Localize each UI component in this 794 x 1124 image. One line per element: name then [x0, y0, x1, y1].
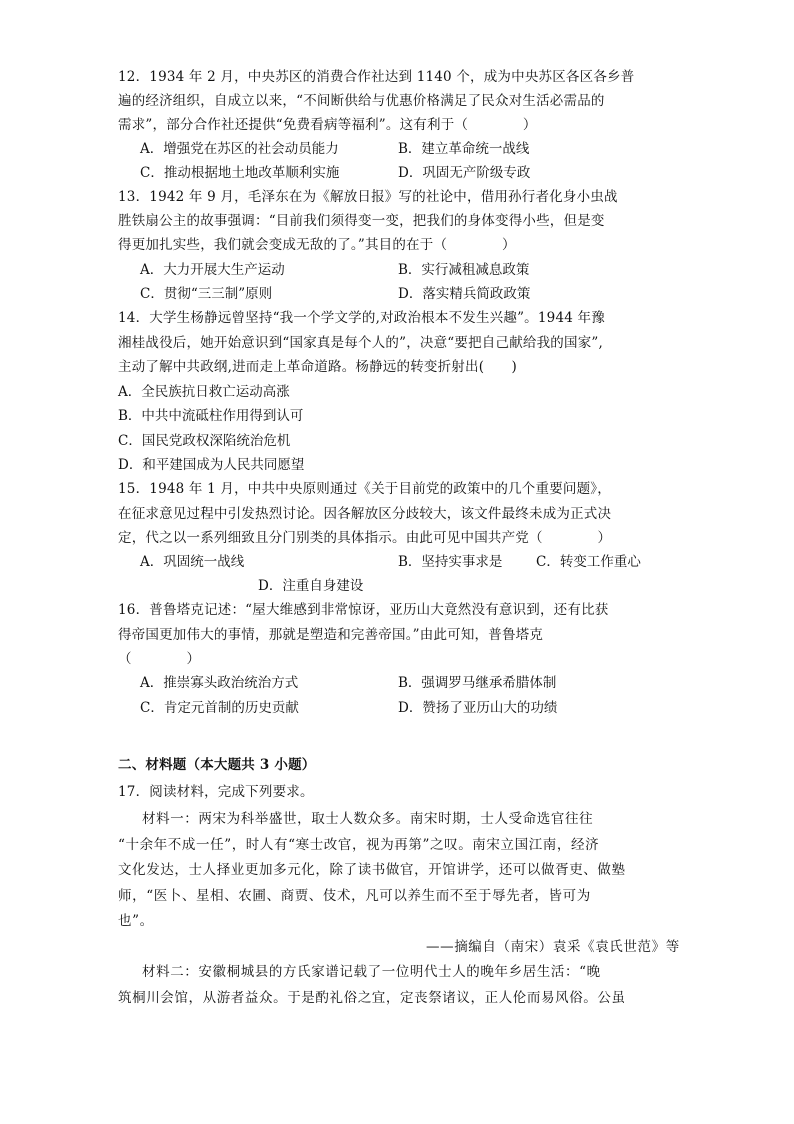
q12-line-3: 需求”，部分合作社还提供“免费看病等福利”。这有利于（ ） — [118, 117, 537, 133]
q12-option-d: D．巩固无产阶级专政 — [398, 165, 531, 181]
q12-line-2: 遍的经济组织，自成立以来，“不间断供给与优惠价格满足了民众对生活必需品的 — [118, 93, 605, 109]
q16-line-1: 16．普鲁塔克记述：“屋大维感到非常惊讶，亚历山大竟然没有意识到，还有比获 — [118, 602, 609, 618]
q13-option-b: B．实行减租减息政策 — [398, 262, 530, 278]
q17-material2-line-2: 筑桐川会馆，从游者益众。于是酌礼俗之宜，定丧祭诸议，正人伦而易风俗。公虽 — [118, 990, 626, 1006]
q17-material1-line-3: 文化发达，士人择业更加多元化，除了读书做官，开馆讲学，还可以做胥吏、做塾 — [118, 862, 626, 878]
q13-line-1: 13．1942 年 9 月，毛泽东在为《解放日报》写的社论中，借用孙行者化身小虫战 — [118, 189, 618, 205]
q13-line-2: 胜铁扇公主的故事强调：“目前我们须得变一变，把我们的身体变得小些，但是变 — [118, 213, 605, 229]
q13-option-c: C．贯彻“三三制”原则 — [140, 286, 273, 302]
q17-material2-line-1: 材料二：安徽桐城县的方氏家谱记载了一位明代士人的晚年乡居生活：“晚 — [142, 964, 601, 980]
q16-line-3: （ ） — [118, 651, 201, 667]
q17-source1: ——摘编自（南宋）袁采《袁氏世范》等 — [426, 939, 680, 955]
q14-option-d: D．和平建国成为人民共同愿望 — [118, 457, 305, 473]
q16-option-c: C．肯定元首制的历史贡献 — [140, 700, 299, 716]
q15-option-d: D．注重自身建设 — [258, 578, 364, 594]
q17-material1-line-4: 师，“医卜、星相、农圃、商贾、伎术，凡可以养生而不至于辱先者，皆可为 — [118, 888, 591, 904]
q17-material1-line-1: 材料一：两宋为科举盛世，取士人数众多。南宋时期，士人受命选官往往 — [142, 811, 594, 827]
q17-material1-line-2: “十余年不成一任”，时人有“寒士改官，视为再第”之叹。南宋立国江南，经济 — [118, 837, 600, 853]
q16-line-2: 得帝国更加伟大的事情，那就是塑造和完善帝国。”由此可知，普鲁塔克 — [118, 627, 544, 643]
q12-option-c: C．推动根据地土地改革顺利实施 — [140, 165, 340, 181]
q13-line-3: 得更加扎实些，我们就会变成无敌的了。”其目的在于（ ） — [118, 237, 516, 253]
q14-option-a: A．全民族抗日救亡运动高涨 — [118, 384, 290, 400]
q15-option-a: A．巩固统一战线 — [140, 554, 245, 570]
q15-line-3: 定，代之以一系列细致且分门别类的具体指示。由此可见中国共产党（ ） — [118, 530, 612, 546]
q14-option-c: C．国民党政权深陷统治危机 — [118, 433, 291, 449]
q15-option-c: C．转变工作重心 — [536, 554, 641, 570]
q17-material1-line-5: 也”。 — [118, 913, 154, 929]
q15-option-b: B．坚持实事求是 — [398, 554, 503, 570]
q14-line-2: 湘桂战役后，她开始意识到“国家真是每个人的”，决意“要把自己献给我的国家”, — [118, 335, 603, 351]
q16-option-d: D．赞扬了亚历山大的功绩 — [398, 700, 558, 716]
q13-option-d: D．落实精兵简政政策 — [398, 286, 531, 302]
q17-intro: 17．阅读材料，完成下列要求。 — [118, 784, 314, 800]
q16-option-a: A．推崇寡头政治统治方式 — [140, 675, 299, 691]
q15-line-1: 15．1948 年 1 月，中共中央原则通过《关于目前党的政策中的几个重要问题》， — [118, 481, 611, 497]
q12-option-a: A．增强党在苏区的社会动员能力 — [140, 141, 339, 157]
q16-option-b: B．强调罗马继承希腊体制 — [398, 675, 557, 691]
q14-line-1: 14．大学生杨静远曾坚持“我一个学文学的,对政治根本不发生兴趣”。1944 年豫 — [118, 310, 605, 326]
q14-line-3: 主动了解中共政纲,进而走上革命道路。杨静远的转变折射出( ) — [118, 359, 518, 375]
q13-option-a: A．大力开展大生产运动 — [140, 262, 285, 278]
section-heading: 二、材料题（本大题共 3 小题） — [118, 757, 316, 773]
q14-option-b: B．中共中流砥柱作用得到认可 — [118, 408, 304, 424]
q12-option-b: B．建立革命统一战线 — [398, 141, 530, 157]
q15-line-2: 在征求意见过程中引发热烈讨论。因各解放区分歧较大，该文件最终未成为正式决 — [118, 506, 612, 522]
q12-line-1: 12．1934 年 2 月，中央苏区的消费合作社达到 1140 个，成为中央苏区各区各乡普 — [118, 69, 635, 85]
